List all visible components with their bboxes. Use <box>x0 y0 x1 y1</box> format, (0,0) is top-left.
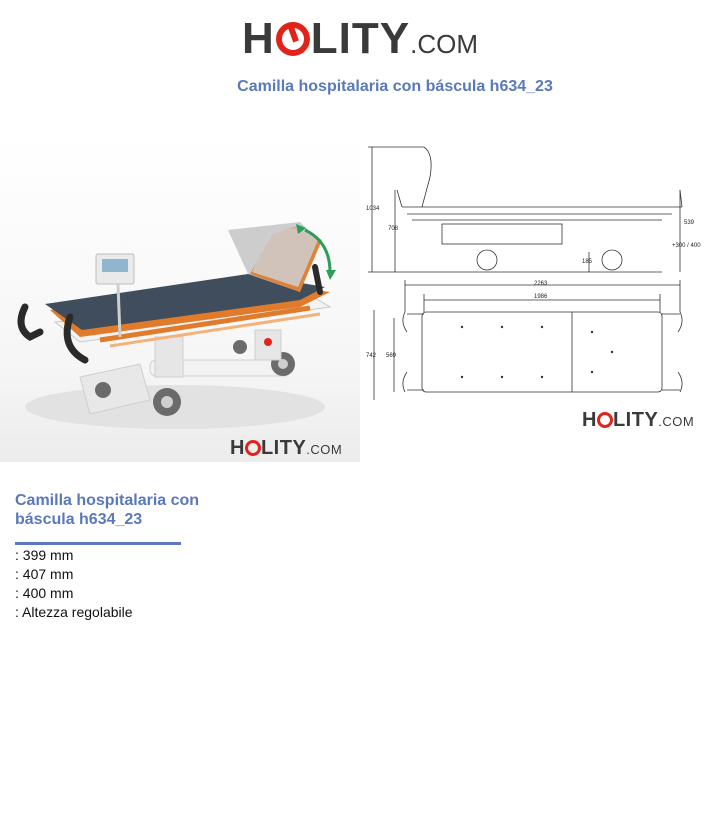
divider <box>15 542 181 545</box>
dim-height-adjust: +300 / 400 <box>672 243 701 249</box>
page-title: Camilla hospitalaria con báscula h634_23 <box>237 78 553 95</box>
brand-letter: H <box>242 14 275 63</box>
watermark-suffix: .COM <box>658 414 695 429</box>
spec-item: : 407 mm <box>15 566 74 582</box>
logo-o-icon <box>276 22 310 56</box>
brand-suffix: .COM <box>410 29 478 59</box>
dim-width-total: 742 <box>366 353 377 359</box>
brand-logo[interactable] <box>0 14 720 69</box>
watermark-name: LITY <box>612 409 659 431</box>
watermark-suffix: .COM <box>306 442 343 457</box>
stretcher-illustration <box>0 132 360 462</box>
product-photo <box>0 132 360 462</box>
watermark-letter: H <box>582 409 597 431</box>
dim-length-frame: 1986 <box>534 294 548 300</box>
spec-list <box>15 546 133 622</box>
dim-height-frame: 708 <box>388 226 399 232</box>
dim-height-total: 1034 <box>366 206 380 212</box>
logo-o-icon <box>597 412 613 428</box>
product-name: Camilla hospitalaria con báscula h634_23 <box>15 492 200 528</box>
dimension-drawing <box>362 132 720 442</box>
spec-item: : 399 mm <box>15 547 74 563</box>
watermark-logo <box>230 437 342 460</box>
spec-item: : 400 mm <box>15 585 74 601</box>
drawing-watermark-logo <box>582 409 694 432</box>
logo-o-icon <box>245 440 261 456</box>
spec-item: : Altezza regolabile <box>15 604 133 620</box>
dim-height-right: 539 <box>684 220 695 226</box>
dim-length-total: 2263 <box>534 281 548 287</box>
watermark-letter: H <box>230 437 245 459</box>
dim-wheel: 185 <box>582 259 593 265</box>
technical-drawing <box>362 132 720 442</box>
brand-name: LITY <box>310 14 411 63</box>
watermark-name: LITY <box>260 437 307 459</box>
dim-width-frame: 569 <box>386 353 397 359</box>
